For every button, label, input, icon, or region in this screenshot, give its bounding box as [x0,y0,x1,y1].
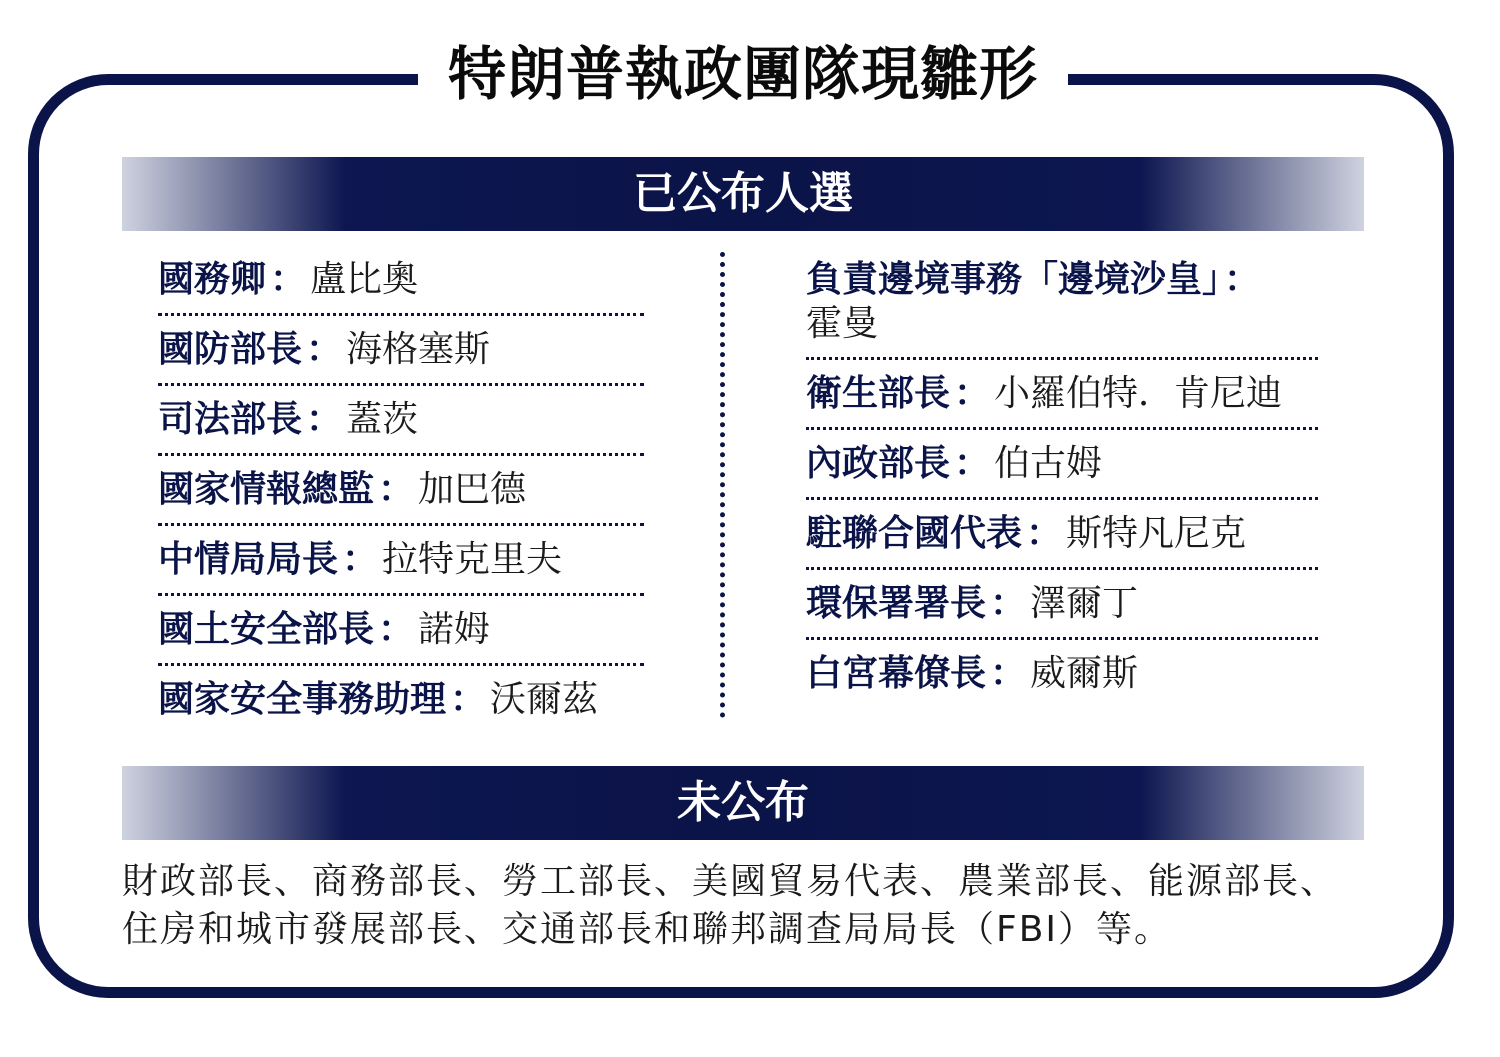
separator: ： [1224,259,1261,300]
role-label: 國務卿 [158,259,267,300]
list-item [158,316,644,386]
separator: ： [270,259,307,300]
separator: ： [342,539,379,580]
separator: ： [954,373,991,414]
list-item [806,360,1318,430]
appointee-name: 伯古姆 [994,443,1103,484]
role-label: 白宮幕僚長 [806,653,987,694]
role-label: 國家情報總監 [158,469,375,510]
list-item [158,666,644,733]
unannounced-text: 財政部長、商務部長、勞工部長、美國貿易代表、農業部長、能源部長、住房和城市發展部長、交通部長和聯邦調查局局長（FBI）等。 [122,861,1339,950]
appointee-name: 諾姆 [418,609,491,650]
list-item [158,596,644,666]
unannounced-heading: 未公布 [122,766,1364,840]
announced-list-right [806,246,1318,707]
appointee-name: 蓋茨 [346,399,419,440]
separator: ： [306,329,343,370]
role-label: 國家安全事務助理 [158,679,447,720]
separator: ： [1026,513,1063,554]
separator: ： [990,583,1027,624]
column-divider [720,252,725,718]
role-label: 國防部長 [158,329,303,370]
role-label: 司法部長 [158,399,303,440]
separator: ： [378,609,415,650]
announced-heading: 已公布人選 [122,157,1364,231]
appointee-name: 海格塞斯 [346,329,491,370]
role-label: 環保署署長 [806,583,987,624]
separator: ： [990,653,1027,694]
list-item [158,246,644,316]
list-item [806,430,1318,500]
appointee-name: 霍曼 [806,303,879,344]
announced-list-left [158,246,644,733]
list-item [806,570,1318,640]
appointee-name: 加巴德 [418,469,527,510]
list-item [158,526,644,596]
page-title: 特朗普執政團隊現雛形 [418,34,1068,114]
role-label: 衛生部長 [806,373,951,414]
separator: ： [378,469,415,510]
appointee-name: 盧比奧 [310,259,419,300]
list-item [806,500,1318,570]
appointee-name: 拉特克里夫 [382,539,563,580]
appointee-name: 斯特凡尼克 [1066,513,1247,554]
appointee-name: 威爾斯 [1030,653,1139,694]
list-item [806,246,1318,360]
appointee-name: 小羅伯特．肯尼迪 [994,373,1283,414]
role-label: 內政部長 [806,443,951,484]
list-item [806,640,1318,707]
role-label: 中情局局長 [158,539,339,580]
separator: ： [450,679,487,720]
role-label: 國土安全部長 [158,609,375,650]
appointee-name: 沃爾茲 [490,679,599,720]
separator: ： [306,399,343,440]
separator: ： [954,443,991,484]
role-label: 負責邊境事務「邊境沙皇」 [806,259,1221,300]
list-item [158,386,644,456]
role-label: 駐聯合國代表 [806,513,1023,554]
list-item [158,456,644,526]
appointee-name: 澤爾丁 [1030,583,1139,624]
